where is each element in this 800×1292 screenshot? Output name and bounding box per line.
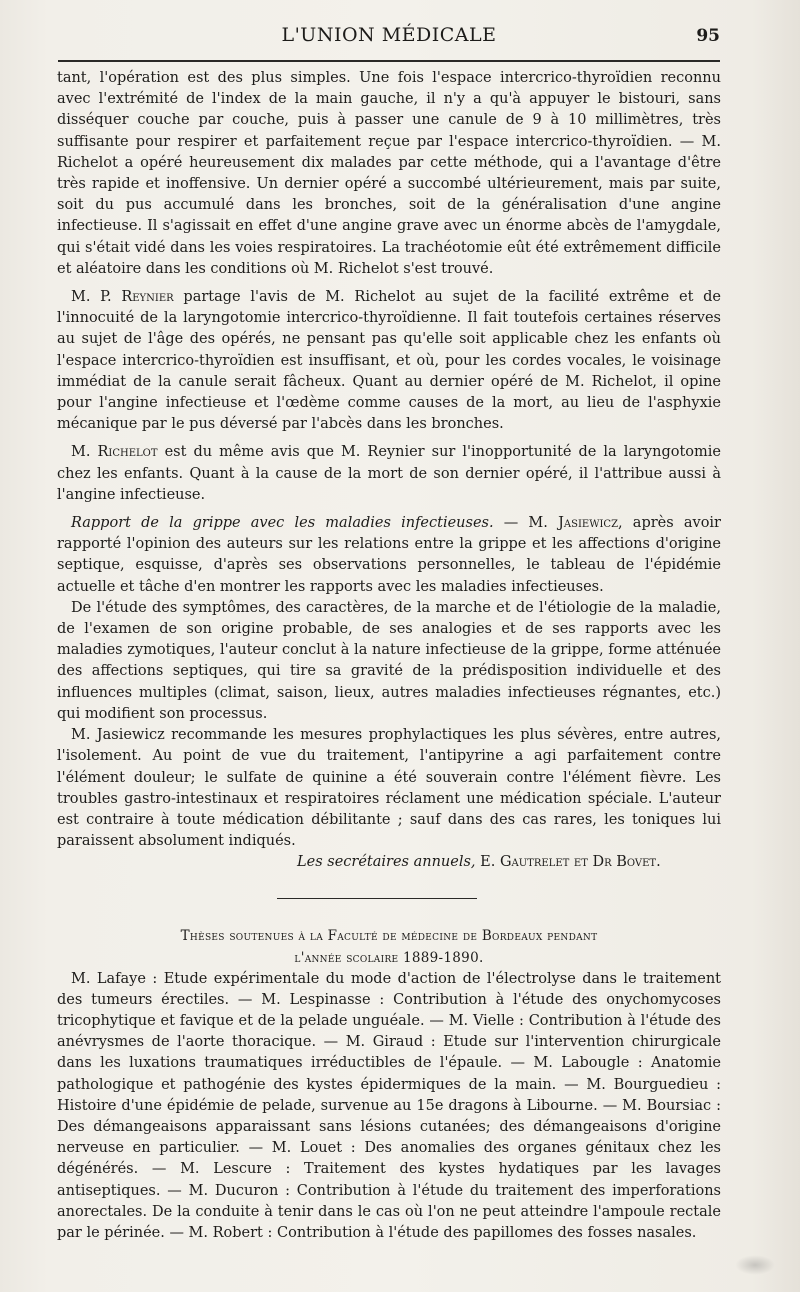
speaker-prefix: M. P. [71, 289, 122, 306]
signature [57, 852, 721, 873]
paragraph-richelot-reply [57, 442, 721, 506]
paragraph-text: partage l'avis de M. Richelot au sujet de la facilité extrême et de l'innocuité de la laryngotomie intercrico-thyroïdienne. Il fait toutefois certaines réserves au sujet de l'âge des opérés, ne pensant pas qu'elle soit applicable chez les enfants où l'espace intercrico-thyroïdien est insuffisant, et où, pour les cordes vocales, le voisinage immédiat de la canule serait fâcheux. Quant au dernier opéré de M. Richelot, il opine pour l'angine infectieuse et l'œdème comme causes de la mort, au lieu de l'asphyxie mécanique par le pus déversé par l'abcès dans les bronches. [57, 289, 721, 433]
section-divider [277, 898, 477, 899]
paragraph-jasiewicz-treatment: M. Jasiewicz recommande les mesures prophylactiques les plus sévères, entre autres, l'isolement. Au point de vue du traitement, l'antipyrine a agi parfaitement contre l'élément douleur; le sulfate de quinine a été souverain contre l'élément fièvre. Les troubles gastro-intestinaux et respiratoires réclament une médication spéciale. L'auteur est contraire à toute médication débilitante ; sauf dans des cas rares, les toniques lui paraissent absolument indiqués. [57, 727, 721, 850]
ink-smudge [735, 1255, 775, 1275]
report-title: Rapport de la grippe avec les maladies infectieuses. [71, 515, 494, 532]
speaker-name: Richelot [97, 444, 158, 461]
theses-heading-line-1: Thèses soutenues à la Faculté de médecine de Bordeaux pendant [180, 927, 598, 944]
speaker-name: Jasiewicz [558, 515, 619, 532]
paragraph-text: , après avoir rapporté l'opinion des auteurs sur les relations entre la grippe et les affections d'origine septique, esquisse, d'après ses observations personnelles, le tableau de l'épidémie actuelle et tâche d'en montrer les rapports avec les maladies infectieuses. [57, 515, 721, 595]
running-title: L'UNION MÉDICALE [281, 24, 497, 46]
speaker-prefix: — M. [493, 515, 559, 532]
page-number: 95 [696, 26, 720, 46]
paragraph-grippe-conclusion: De l'étude des symptômes, des caractères, de la marche et de l'étiologie de la maladie, de l'examen de son origine probable, de ses analogies et de ses rapports avec les maladies zymotiques, l'auteur conclut à la nature infectieuse de la grippe, forme atténuée des affections septiques, qui tire sa gravité de la prédisposition individuelle et des influences multiples (climat, saison, lieux, autres maladies infectieuses régnantes, etc.) qui modifient son processus. [57, 599, 721, 722]
theses-list: M. Lafaye : Etude expérimentale du mode d'action de l'électrolyse dans le traitement des tumeurs érectiles. — M. Lespinasse : Contribution à l'étude des onychomycoses tricophytique et favique et de la pelade unguéale. — M. Vielle : Contribution à l'étude des anévrysmes de l'aorte thoracique. — M. Giraud : Etude sur l'intervention chirurgicale dans les luxations traumatiques irréductibles de l'épaule. — M. Labougle : Anatomie pathologique et pathogénie des kystes épidermiques de la main. — M. Bourguedieu : Histoire d'une épidémie de pelade, survenue au 15e dragons à Libourne. — M. Boursiac : Des démangeaisons apparaissant sans lésions cutanées; des démangeaisons d'origine nerveuse en particulier. — M. Louet : Des anomalies des organes génitaux chez les dégénérés. — M. Lescure : Traitement des kystes hydatiques par les lavages antiseptiques. — M. Ducuron : Contribution à l'étude du traitement des imperforations anorectales. De la conduite à tenir dans le cas où l'on ne peut atteindre l'ampoule rectale par le périnée. — M. Robert : Contribution à l'étude des papillomes des fosses nasales. [57, 970, 721, 1241]
theses-heading-line-2: l'année scolaire 1889-1890. [294, 949, 484, 966]
page-header [58, 18, 720, 52]
header-rule [58, 60, 720, 62]
paragraph-jasiewicz-report [57, 513, 721, 598]
signature-names: E. Gautrelet et Dr Bovet. [480, 854, 661, 871]
article-body [57, 68, 721, 1244]
paragraph-reynier [57, 287, 721, 435]
paragraph-text: est du même avis que M. Reynier sur l'inopportunité de la laryngotomie chez les enfants. Quant à la cause de la mort de son dernier opéré, il l'attribue aussi à l'angine infectieuse. [57, 444, 721, 503]
paragraph-richelot-method: tant, l'opération est des plus simples. Une fois l'espace intercrico-thyroïdien reconnu avec l'extrémité de l'index de la main gauche, il n'y a qu'à appuyer le bistouri, sans disséquer couche par couche, puis à passer une canule de 9 à 10 millimètres, très suffisante pour respirer et parfaitement reçue par l'espace intercrico-thyroïdien. — M. Richelot a opéré heureusement dix malades par cette méthode, qui a l'avantage d'être très rapide et inoffensive. Un dernier opéré a succombé ultérieurement, mais par suite, soit du pus accumulé dans les bronches, soit de la généralisation d'une angine infectieuse. Il s'agissait en effet d'une angine grave avec un énorme abcès de l'amygdale, qui s'était vidé dans les voies respiratoires. La trachéotomie eût été extrêmement difficile et aléatoire dans les conditions où M. Richelot s'est trouvé. [57, 70, 721, 277]
theses-heading [57, 925, 721, 969]
signature-role: Les secrétaires annuels, [297, 854, 476, 871]
speaker-prefix: M. [71, 444, 98, 461]
speaker-name: Reynier [121, 289, 174, 306]
